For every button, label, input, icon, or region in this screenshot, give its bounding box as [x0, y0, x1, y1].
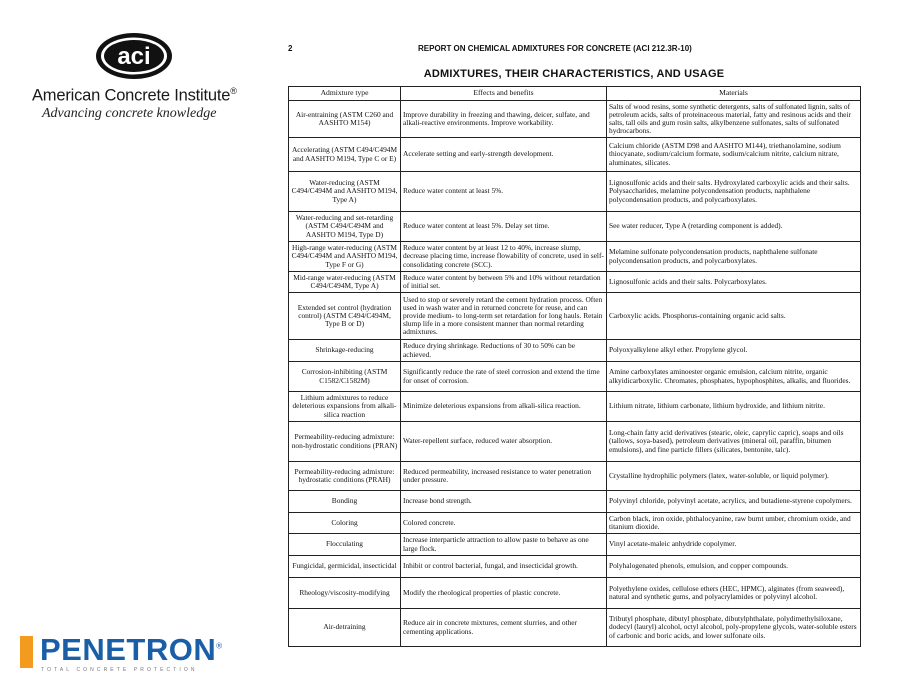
- cell-effects: Inhibit or control bacterial, fungal, and insecticidal growth.: [401, 556, 607, 578]
- cell-effects: Reduce water content at least 5%.: [401, 172, 607, 212]
- cell-type: Accelerating (ASTM C494/C494M and AASHTO M194, Type C or E): [289, 138, 401, 172]
- table-row: [289, 293, 861, 340]
- cell-type: Bonding: [289, 491, 401, 513]
- cell-materials: Crystalline hydrophilic polymers (latex, water-soluble, or liquid polymer).: [607, 462, 861, 491]
- org-name: American Concrete Institute®: [32, 86, 237, 105]
- table-title: ADMIXTURES, THEIR CHARACTERISTICS, AND USAGE: [423, 68, 725, 80]
- cell-effects: Reduce drying shrinkage. Reductions of 30 to 50% can be achieved.: [401, 340, 607, 362]
- table-row: [289, 462, 861, 491]
- cell-type: Air-detraining: [289, 609, 401, 647]
- cell-type: Mid-range water-reducing (ASTM C494/C494M, Type A): [289, 272, 401, 293]
- table-row: [289, 513, 861, 534]
- cell-materials: Lignosulfonic acids and their salts. Hydroxylated carboxylic acids and their salts. Polysaccharides, melamine polycondensation products, naphthalene polycondensation products, and polycarboxylates.: [607, 172, 861, 212]
- cell-materials: Calcium chloride (ASTM D98 and AASHTO M144), triethanolamine, sodium thiocyanate, sodium/calcium formate, sodium/calcium nitrite, calcium nitrate, aluminates, silicates.: [607, 138, 861, 172]
- cell-effects: Reduce water content at least 5%. Delay set time.: [401, 212, 607, 242]
- table-row: [289, 392, 861, 422]
- cell-materials: Long-chain fatty acid derivatives (stearic, oleic, caprylic capric), soaps and oils (tallows, soya-based), petroleum derivatives (mineral oil, paraffin, bitumen emulsions), and fine particle fillers (silicates, bentonite, talc).: [607, 422, 861, 462]
- cell-type: Permeability-reducing admixture: hydrostatic conditions (PRAH): [289, 462, 401, 491]
- cell-type: Water-reducing (ASTM C494/C494M and AASHTO M194, Type A): [289, 172, 401, 212]
- cell-effects: Reduce water content by at least 12 to 40%, increase slump, decrease placing time, increase flowability of concrete, used in self-consolidating concrete (SCC).: [401, 242, 607, 272]
- cell-materials: See water reducer, Type A (retarding component is added).: [607, 212, 861, 242]
- table-row: [289, 340, 861, 362]
- header-admixture-type: Admixture type: [289, 87, 401, 101]
- cell-effects: Used to stop or severely retard the cement hydration process. Often used in wash water and in returned concrete for reuse, and can provide medium- to long-term set retardation for long hauls. Retain slump life in a more consistent manner than normal retarding admixtures.: [401, 293, 607, 340]
- table-row: [289, 212, 861, 242]
- penetron-tagline: TOTAL CONCRETE PROTECTION: [41, 667, 198, 673]
- cell-effects: Modify the rheological properties of plastic concrete.: [401, 578, 607, 609]
- admixtures-table: [288, 86, 861, 647]
- table-row: [289, 534, 861, 556]
- header-materials: Materials: [607, 87, 861, 101]
- cell-type: Rheology/viscosity-modifying: [289, 578, 401, 609]
- table-row: [289, 491, 861, 513]
- table-row: [289, 362, 861, 392]
- cell-type: Air-entraining (ASTM C260 and AASHTO M154): [289, 101, 401, 138]
- table-row: [289, 101, 861, 138]
- cell-type: Corrosion-inhibiting (ASTM C1582/C1582M): [289, 362, 401, 392]
- cell-type: Coloring: [289, 513, 401, 534]
- cell-materials: Amine carboxylates aminoester organic emulsion, calcium nitrite, organic alkyidicarboxylic. Chromates, phosphates, hypophosphites, alkalis, and fluorides.: [607, 362, 861, 392]
- org-tagline: Advancing concrete knowledge: [42, 106, 217, 121]
- table-header-row: [289, 87, 861, 101]
- penetron-wordmark: PENETRON®: [40, 632, 223, 667]
- cell-type: High-range water-reducing (ASTM C494/C494M and AASHTO M194, Type F or G): [289, 242, 401, 272]
- cell-effects: Reduce water content by between 5% and 10% without retardation of initial set.: [401, 272, 607, 293]
- cell-materials: Lithium nitrate, lithium carbonate, lithium hydroxide, and lithium nitrite.: [607, 392, 861, 422]
- table-row: [289, 422, 861, 462]
- cell-materials: Lignosulfonic acids and their salts. Polycarboxylates.: [607, 272, 861, 293]
- cell-effects: Reduce air in concrete mixtures, cement slurries, and other cementing applications.: [401, 609, 607, 647]
- cell-type: Extended set control (hydration control) (ASTM C494/C494M, Type B or D): [289, 293, 401, 340]
- table-row: [289, 609, 861, 647]
- cell-materials: Salts of wood resins, some synthetic detergents, salts of sulfonated lignin, salts of petroleum acids, salts of proteinaceous material, fatty and resinous acids and their salts, tall oils and gum rosin salts, alkylbenzene sulfonates, salts of sulfonated hydrocarbons.: [607, 101, 861, 138]
- cell-effects: Minimize deleterious expansions from alkali-silica reaction.: [401, 392, 607, 422]
- table-row: [289, 242, 861, 272]
- svg-text:aci: aci: [117, 43, 151, 70]
- cell-materials: Melamine sulfonate polycondensation products, naphthalene sulfonate polycondensation products, and polycarboxylates.: [607, 242, 861, 272]
- cell-effects: Accelerate setting and early-strength development.: [401, 138, 607, 172]
- cell-effects: Improve durability in freezing and thawing, deicer, sulfate, and alkali-reactive environments. Improve workability.: [401, 101, 607, 138]
- cell-materials: Polyvinyl chloride, polyvinyl acetate, acrylics, and butadiene-styrene copolymers.: [607, 491, 861, 513]
- header-effects: Effects and benefits: [401, 87, 607, 101]
- cell-materials: Tributyl phosphate, dibutyl phosphate, dibutylphthalate, polydimethylsiloxane, dodecyl (lauryl) alcohol, octyl alcohol, poly-propylene glycols, water-soluble esters of carbonic and boric acids, and lower sulfonate oils.: [607, 609, 861, 647]
- penetron-logo: [20, 632, 230, 676]
- table-row: [289, 172, 861, 212]
- cell-type: Fungicidal, germicidal, insecticidal: [289, 556, 401, 578]
- cell-materials: Polyhalogenated phenols, emulsion, and copper compounds.: [607, 556, 861, 578]
- cell-effects: Increase bond strength.: [401, 491, 607, 513]
- cell-effects: Water-repellent surface, reduced water absorption.: [401, 422, 607, 462]
- report-title: REPORT ON CHEMICAL ADMIXTURES FOR CONCRETE (ACI 212.3R-10): [418, 44, 692, 53]
- cell-effects: Increase interparticle attraction to allow paste to behave as one large flock.: [401, 534, 607, 556]
- cell-materials: Carbon black, iron oxide, phthalocyanine, raw burnt umber, chromium oxide, and titanium dioxide.: [607, 513, 861, 534]
- cell-materials: Polyoxyalkylene alkyl ether. Propylene glycol.: [607, 340, 861, 362]
- sidebar-branding: [0, 0, 270, 690]
- cell-type: Water-reducing and set-retarding (ASTM C494/C494M and AASHTO M194, Type D): [289, 212, 401, 242]
- cell-effects: Significantly reduce the rate of steel corrosion and extend the time for onset of corrosion.: [401, 362, 607, 392]
- table-row: [289, 272, 861, 293]
- cell-effects: Colored concrete.: [401, 513, 607, 534]
- cell-materials: Polyethylene oxides, cellulose ethers (HEC, HPMC), alginates (from seaweed), natural and synthetic gums, and polyacrylamides or polyvinyl alcohol.: [607, 578, 861, 609]
- cell-materials: Carboxylic acids. Phosphorus-containing organic acid salts.: [607, 293, 861, 340]
- cell-type: Flocculating: [289, 534, 401, 556]
- cell-materials: Vinyl acetate-maleic anhydride copolymer.: [607, 534, 861, 556]
- page-number: 2: [288, 44, 293, 53]
- table-row: [289, 578, 861, 609]
- cell-type: Permeability-reducing admixture: non-hydrostatic conditions (PRAN): [289, 422, 401, 462]
- cell-type: Lithium admixtures to reduce deleterious expansions from alkali-silica reaction: [289, 392, 401, 422]
- table-row: [289, 138, 861, 172]
- table-row: [289, 556, 861, 578]
- cell-type: Shrinkage-reducing: [289, 340, 401, 362]
- penetron-bar-icon: [20, 636, 33, 668]
- cell-effects: Reduced permeability, increased resistance to water penetration under pressure.: [401, 462, 607, 491]
